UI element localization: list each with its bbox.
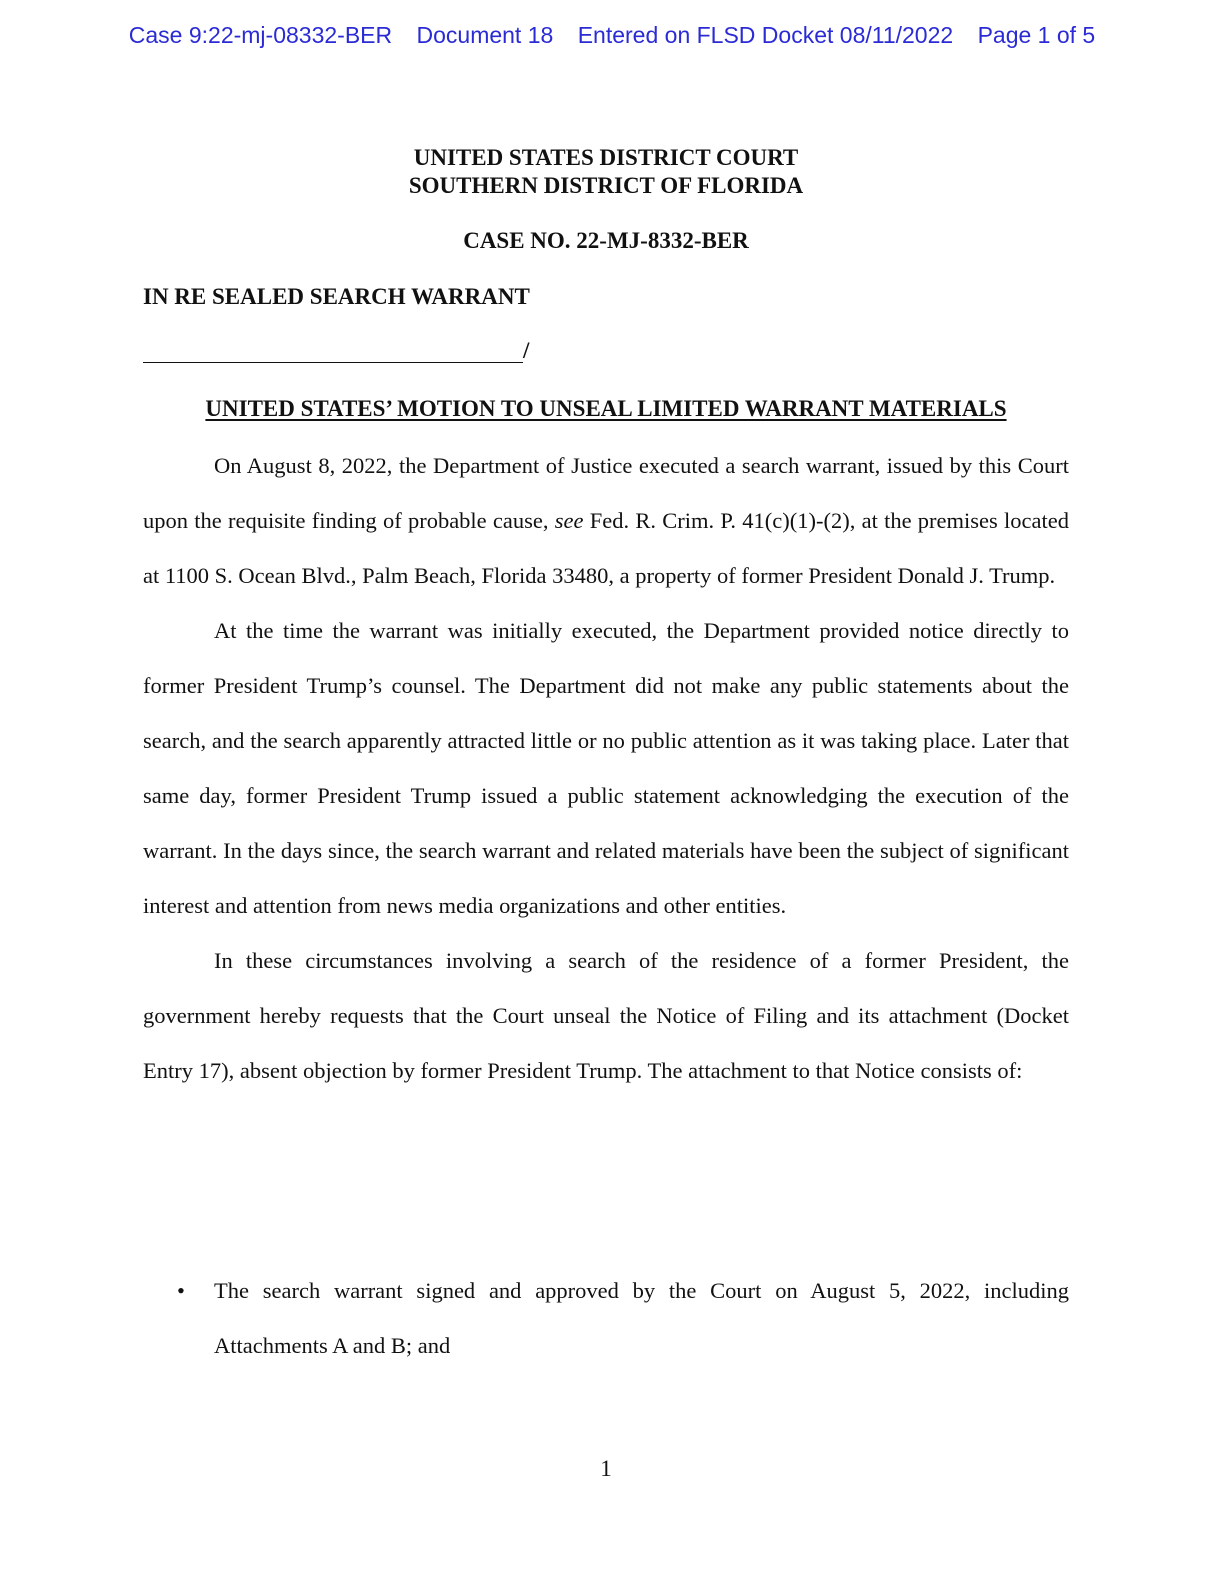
case-caption: IN RE SEALED SEARCH WARRANT	[143, 284, 530, 309]
paragraph-2: At the time the warrant was initially executed, the Department provided notice directly to former President Trump’s counsel. The Department did not make any public statements about the search, and the search apparently attracted little or no public attention as it was taking place. Later that same day, former President Trump issued a public statement acknowledging the execution of the warrant. In the days since, the search warrant and related materials have been the subject of significant interest and attention from news media organizations and other entities.	[143, 618, 1069, 918]
docket-case-number: Case 9:22-mj-08332-BER	[128, 22, 393, 48]
list-item	[143, 1263, 1069, 1373]
paragraph-3: In these circumstances involving a search of the residence of a former President, the government hereby requests that the Court unseal the Notice of Filing and its attachment (Docket Entry 17), absent objection by former President Trump. The attachment to that Notice consists of:	[143, 948, 1069, 1083]
docket-entered-date: Entered on FLSD Docket 08/11/2022	[577, 22, 954, 48]
paragraph-1	[143, 438, 1069, 603]
bullet-icon: •	[177, 1278, 185, 1303]
docket-header	[0, 22, 1224, 49]
paragraph-1-text-a: On August 8, 2022, the Department of Justice executed a search warrant, issued by this Court upon the requisite finding of probable cause,	[143, 453, 1069, 533]
motion-title: UNITED STATES’ MOTION TO UNSEAL LIMITED WARRANT MATERIALS	[205, 396, 1007, 421]
docket-page-count: Page 1 of 5	[977, 22, 1096, 48]
list-item-text: The search warrant signed and approved by the Court on August 5, 2022, including Attachments A and B; and	[214, 1278, 1069, 1358]
paragraph-1-citation-signal: see	[554, 508, 584, 533]
attachment-list	[143, 1263, 1069, 1373]
case-number: CASE NO. 22-MJ-8332-BER	[463, 228, 749, 253]
document-body	[143, 438, 1069, 1098]
docket-document-number: Document 18	[416, 22, 554, 48]
court-name	[0, 144, 1212, 200]
caption-rule-line	[143, 338, 523, 363]
page-number: 1	[600, 1456, 612, 1481]
court-name-line-2: SOUTHERN DISTRICT OF FLORIDA	[408, 173, 804, 198]
paragraph-1-text-b: Fed. R. Crim. P. 41(c)(1)-(2), at the premises located at 1100 S. Ocean Blvd., Palm Beach, Florida 33480, a property of former President Donald J. Trump.	[143, 508, 1069, 588]
caption-slash: /	[523, 338, 530, 363]
court-name-line-1: UNITED STATES DISTRICT COURT	[413, 145, 799, 170]
